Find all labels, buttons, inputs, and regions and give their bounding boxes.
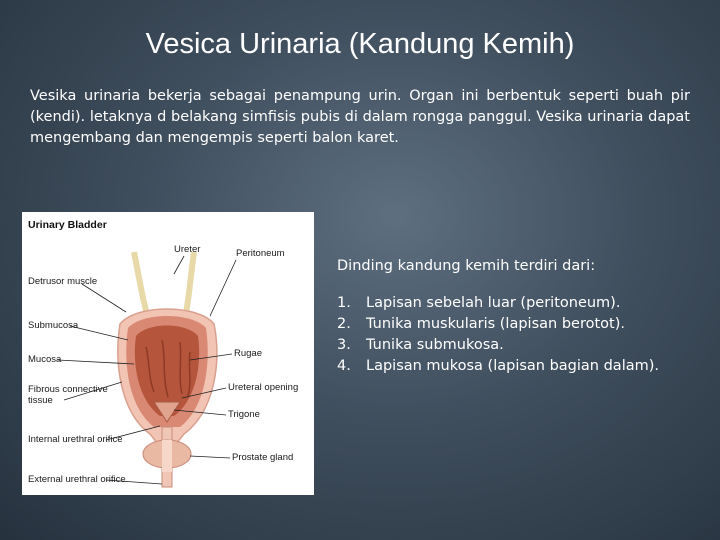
label-internal-orifice: Internal urethral orifice xyxy=(28,434,123,445)
list-item-number: 2. xyxy=(337,316,351,332)
list-item-text: Tunika submukosa. xyxy=(366,337,504,353)
label-ureteral-opening: Ureteral opening xyxy=(228,382,299,393)
list-item-text: Tunika muskularis (lapisan berotot). xyxy=(366,316,625,332)
list-item-number: 4. xyxy=(337,358,351,374)
list-item-number: 1. xyxy=(337,295,351,311)
intro-paragraph: Vesika urinaria bekerja sebagai penampung urin. Organ ini berbentuk seperti buah pir (kendi). letaknya d belakang simfisis pubis di dalam rongga panggul. Vesika urinaria dapat mengembang dan mengempis seperti balon karet. xyxy=(30,88,690,146)
label-external-orifice: External urethral orifice xyxy=(28,474,126,485)
label-prostate: Prostate gland xyxy=(232,452,294,463)
label-fibrous-1: Fibrous connective xyxy=(28,384,108,395)
list-item xyxy=(337,335,707,356)
label-trigone: Trigone xyxy=(228,409,260,420)
bladder-diagram xyxy=(22,212,314,495)
list-heading: Dinding kandung kemih terdiri dari: xyxy=(337,258,596,274)
list-item-text: Lapisan sebelah luar (peritoneum). xyxy=(366,295,621,311)
slide-title: Vesica Urinaria (Kandung Kemih) xyxy=(145,28,575,60)
label-mucosa: Mucosa xyxy=(28,354,62,365)
label-ureter: Ureter xyxy=(174,244,201,255)
bladder-illustration xyxy=(22,212,314,495)
list-item xyxy=(337,293,707,314)
label-submucosa: Submucosa xyxy=(28,320,79,331)
label-detrusor: Detrusor muscle xyxy=(28,276,98,287)
list-item xyxy=(337,314,707,335)
list-item-text: Lapisan mukosa (lapisan bagian dalam). xyxy=(366,358,659,374)
list-item xyxy=(337,356,707,377)
label-rugae: Rugae xyxy=(234,348,262,359)
wall-layers-section xyxy=(337,258,707,377)
wall-layers-list xyxy=(337,293,707,377)
figure-title: Urinary Bladder xyxy=(28,219,107,231)
label-peritoneum: Peritoneum xyxy=(236,248,285,259)
list-item-number: 3. xyxy=(337,337,351,353)
label-fibrous-2: tissue xyxy=(28,395,53,406)
